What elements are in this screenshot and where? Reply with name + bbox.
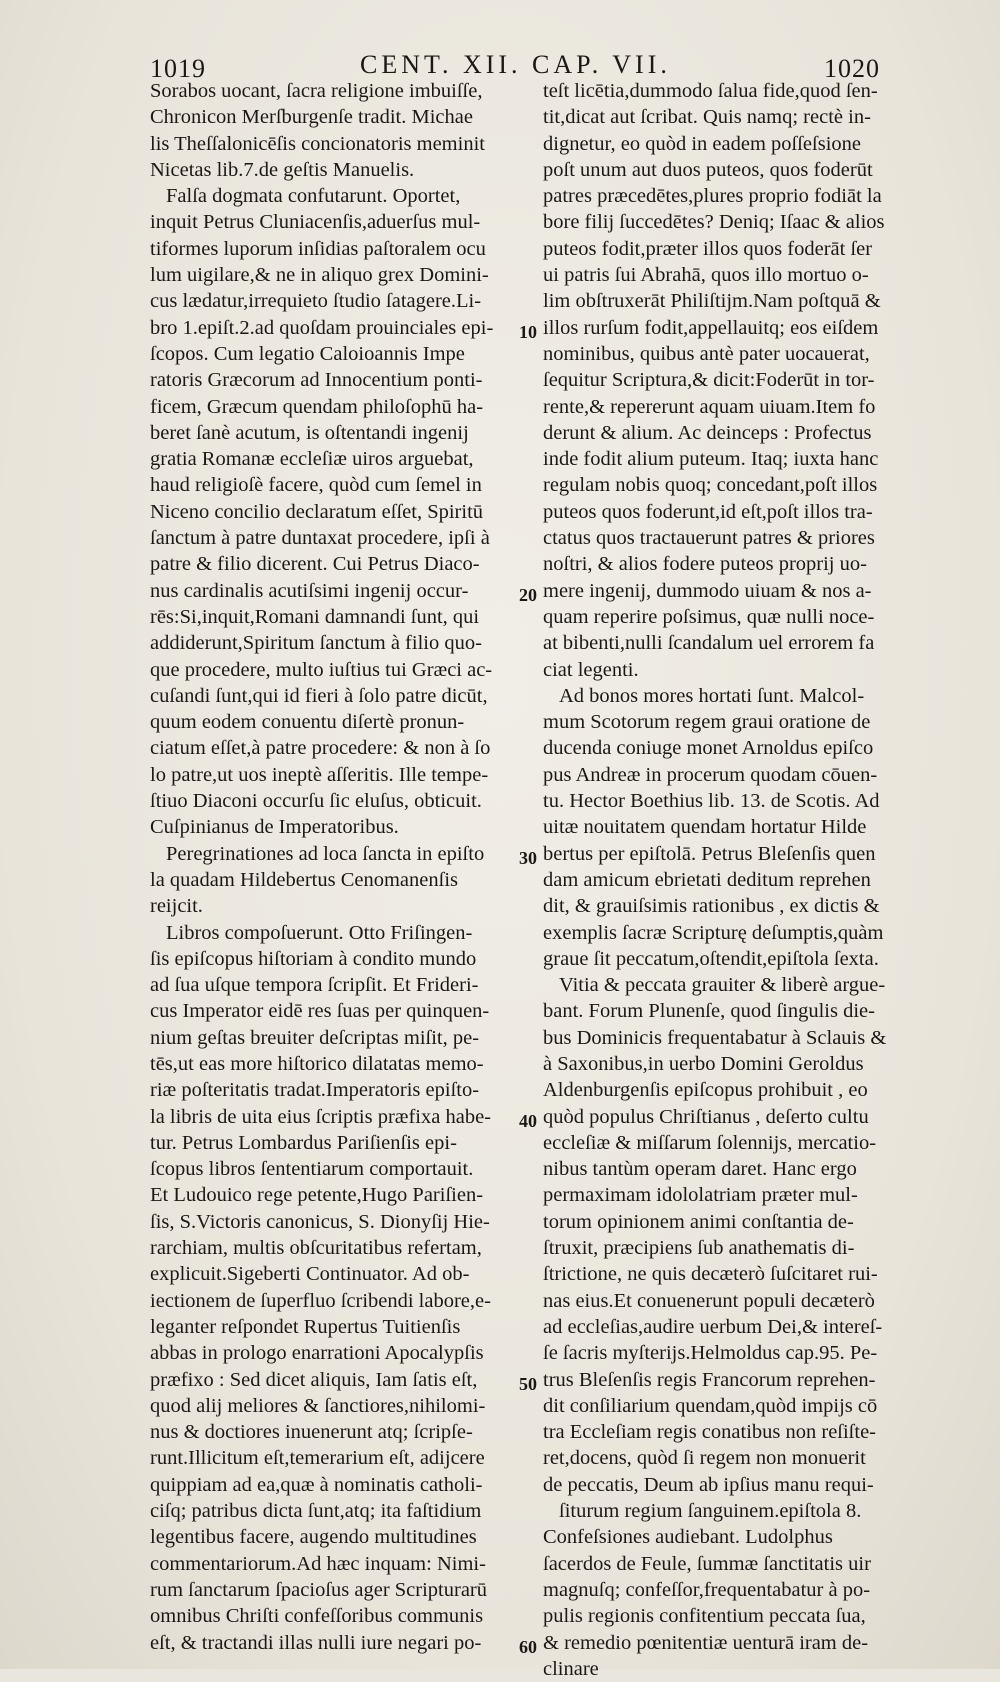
text-line: beret ſanè acutum, is oſtentandi ingenij xyxy=(150,421,469,444)
chapter-title: CENT. XII. CAP. VII. xyxy=(360,50,671,79)
text-line: quam reperire poſsimus, quæ nulli noce- xyxy=(543,605,875,628)
text-line: permaximam idololatriam præter mul- xyxy=(543,1184,858,1207)
text-line: ficem, Græcum quendam philoſophū ha- xyxy=(150,395,484,418)
text-line: Et Ludouico rege petente,Hugo Pariſien- xyxy=(150,1184,484,1207)
text-line: Aldenburgenſis epiſcopus prohibuit , eo xyxy=(543,1079,868,1102)
text-line: derunt & alium. Ac deinceps : Profectus xyxy=(543,421,872,444)
text-line: pus Andreæ in procerum quodam cōuen- xyxy=(543,763,878,786)
text-line: Sorabos uocant, ſacra religione imbuiſſe, xyxy=(150,80,483,102)
text-line: at bibenti,nulli ſcandalum uel errorem fa xyxy=(543,632,875,655)
text-line: puteos quos foderunt,id eſt,poſt illos tra- xyxy=(543,500,873,523)
text-line: lum uigilare,& ne in aliquo grex Domini- xyxy=(150,264,489,287)
text-line: tēs,ut eas more hiſtorico dilatatas memo- xyxy=(150,1052,484,1075)
text-line: bore filij ſuccedētes? Deniq; Iſaac & alios xyxy=(543,211,885,234)
text-line: poſt unum aut duos puteos, quos foderūt xyxy=(543,158,873,181)
text-line: regulam nobis quoq; concedant,poſt illos xyxy=(543,474,878,497)
text-line: Libros compoſuerunt. Otto Friſingen- xyxy=(166,921,473,944)
left-text-column xyxy=(150,78,510,1656)
text-line: omnibus Chriſti confeſſoribus communis xyxy=(150,1605,484,1628)
text-line: ſacerdos de Feule, ſummæ ſanctitatis uir xyxy=(543,1552,871,1575)
text-line: ciat legenti. xyxy=(543,658,639,681)
text-line: tu. Hector Boethius lib. 13. de Scotis. Ad xyxy=(543,790,880,813)
text-line: tra Eccleſiam regis conatibus non reſiſte- xyxy=(543,1421,876,1444)
text-line: Chronicon Merſburgenſe tradit. Michae xyxy=(150,106,473,129)
text-line: exemplis ſacræ Scripturę deſumptis,quàm xyxy=(543,921,884,944)
line-number: 40 xyxy=(519,1110,537,1131)
line-number: 50 xyxy=(519,1373,537,1394)
text-line: ret,docens, quòd ſi regem non monuerit xyxy=(543,1447,866,1470)
text-line: quòd populus Chriſtianus , deſerto cultu xyxy=(543,1105,869,1128)
text-line: ſtiuo Diaconi occurſu ſic eluſus, obticuit. xyxy=(150,790,482,813)
text-line: ciatum eſſet,à patre procedere: & non à ſo xyxy=(150,737,491,760)
text-line: de peccatis, Deum ab ipſius manu requi- xyxy=(543,1473,874,1496)
text-line: ratoris Græcorum ad Innocentium ponti- xyxy=(150,369,483,392)
text-line: pulis regionis confitentium peccata ſua, xyxy=(543,1605,866,1628)
text-line: iectionem de ſuperfluo ſcribendi labore,e- xyxy=(150,1289,491,1312)
text-line: dignetur, eo quòd in eadem poſſeſsione xyxy=(543,132,861,155)
line-number: 30 xyxy=(519,847,537,868)
text-line: & remedio pœnitentiæ uenturā iram de- xyxy=(543,1631,869,1654)
text-line: nium geſtas breuiter deſcriptas miſit, pe- xyxy=(150,1026,480,1049)
text-line: nibus tantùm operam daret. Hanc ergo xyxy=(543,1158,857,1181)
text-line: patres præcedētes,plures proprio fodiāt la xyxy=(543,185,882,208)
text-line: leganter reſpondet Rupertus Tuitienſis xyxy=(150,1315,461,1338)
text-line: nus & doctiores inuenerunt atq; ſcripſe- xyxy=(150,1421,473,1444)
text-line: dit, & grauiſsimis rationibus , ex dictis & xyxy=(543,895,880,918)
text-line: ſiturum regium ſanguinem.epiſtola 8. xyxy=(559,1500,862,1523)
text-line: clinare xyxy=(543,1657,599,1680)
text-line: cuſandi ſunt,qui id fieri à ſolo patre dicūt, xyxy=(150,684,488,707)
text-line: præfixo : Sed dicet aliquis, Iam ſatis eſt, xyxy=(150,1368,478,1391)
text-line: nominibus, quibus antè pater uocauerat, xyxy=(543,342,870,365)
text-line: teſt licētia,dummodo ſalua fide,quod ſen- xyxy=(543,80,878,102)
text-line: runt.Illicitum eſt,temerarium eſt, adijcere xyxy=(150,1447,485,1470)
text-line: riæ poſteritatis tradat.Imperatoris epiſto- xyxy=(150,1079,480,1102)
text-line: bro 1.epiſt.2.ad quoſdam prouinciales epi- xyxy=(150,316,494,339)
text-line: nas eius.Et conuenerunt populi decæterò xyxy=(543,1289,875,1312)
text-line: Niceno concilio declaratum eſſet, Spiritū xyxy=(150,500,484,523)
text-line: cus lædatur,irrequieto ſtudio ſatagere.Li- xyxy=(150,290,482,313)
text-line: ui patris ſui Abrahā, quos illo mortuo o- xyxy=(543,264,869,287)
text-line: illos rurſum fodit,appellauitq; eos eiſdem xyxy=(543,316,879,339)
text-line: abbas in prologo enarrationi Apocalypſis xyxy=(150,1342,484,1365)
text-line: bant. Forum Plunenſe, quod ſingulis die- xyxy=(543,1000,875,1023)
text-line: dam amicum ebrietati deditum reprehen xyxy=(543,868,871,891)
text-line: tiformes luporum inſidias paſtoralem ocu xyxy=(150,237,486,260)
text-line: ſequitur Scriptura,& dicit:Foderūt in tor- xyxy=(543,369,875,392)
text-line: ſtrictione, ne quis decæterò ſuſcitaret rui- xyxy=(543,1263,878,1286)
text-line: eccleſiæ & miſſarum ſolennijs, mercatio- xyxy=(543,1131,877,1154)
text-line: trus Bleſenſis regis Francorum reprehen- xyxy=(543,1368,876,1391)
page-number-left: 1019 xyxy=(150,54,206,83)
text-line: eſt, & tractandi illas nulli iure negari po- xyxy=(150,1631,482,1654)
text-line: Vitia & peccata grauiter & liberè argue- xyxy=(559,974,886,997)
text-line: magnuſq; confeſſor,frequentabatur à po- xyxy=(543,1578,871,1601)
text-line: lim obſtruxerāt Philiſtijm.Nam poſtquā & xyxy=(543,290,881,313)
text-line: rum ſanctarum ſpacioſus ager Scripturarū xyxy=(150,1578,487,1601)
text-line: lis Theſſalonicēſis concionatoris meminit xyxy=(150,132,485,155)
text-line: commentariorum.Ad hæc inquam: Nimi- xyxy=(150,1552,486,1575)
text-line: ſcopus libros ſententiarum comportauit. xyxy=(150,1158,474,1181)
text-line: ſis, S.Victoris canonicus, S. Dionyſij Hie- xyxy=(150,1210,490,1233)
text-line: cus Imperator eidē res ſuas per quinquen- xyxy=(150,1000,490,1023)
line-number: 60 xyxy=(519,1636,537,1657)
text-line: ad ſua uſque tempora ſcripſit. Et Frideri- xyxy=(150,974,479,997)
line-number: 10 xyxy=(519,321,537,342)
text-line: bertus per epiſtolā. Petrus Bleſenſis quen xyxy=(543,842,876,865)
text-line: la quadam Hildebertus Cenomanenſis xyxy=(150,868,458,891)
text-line: uitæ nouitatem quendam hortatur Hilde xyxy=(543,816,867,839)
text-line: noſtri, & alios fodere puteos proprij uo- xyxy=(543,553,867,576)
text-line: inde fodit alium puteum. Itaq; iuxta hanc xyxy=(543,448,879,471)
text-line: quippiam ad ea,quæ à nominatis catholi- xyxy=(150,1473,483,1496)
text-line: puteos fodit,præter illos quos foderāt ſer xyxy=(543,237,873,260)
text-line: ſe ſacris myſterijs.Helmoldus cap.95. Pe- xyxy=(543,1342,878,1365)
text-line: gratia Romanæ eccleſiæ uiros arguebat, xyxy=(150,448,474,471)
text-line: Falſa dogmata confutarunt. Oportet, xyxy=(166,185,461,208)
text-line: Cuſpinianus de Imperatoribus. xyxy=(150,816,399,839)
text-line: ſanctum à patre duntaxat procedere, ipſi à xyxy=(150,527,490,550)
text-line: quum eodem conuentu diſertè pronun- xyxy=(150,711,465,734)
text-line: graue ſit peccatum,oſtendit,epiſtola ſexta. xyxy=(543,947,879,970)
text-line: dit conſiliarium quendam,quòd impijs cō xyxy=(543,1394,878,1417)
text-line: rente,& repererunt aquam uiuam.Item fo xyxy=(543,395,876,418)
text-line: ſis epiſcopus hiſtoriam à condito mundo xyxy=(150,947,477,970)
text-line: lo patre,ut uos ineptè aſſeritis. Ille tempe- xyxy=(150,763,489,786)
text-line: rarchiam, multis obſcuritatibus refertam, xyxy=(150,1237,482,1260)
text-line: ctatus quos tractauerunt patres & priores xyxy=(543,527,875,550)
text-line: explicuit.Sigeberti Continuator. Ad ob- xyxy=(150,1263,470,1286)
text-line: Confeſsiones audiebant. Ludolphus xyxy=(543,1526,833,1549)
text-line: ad eccleſias,audire uerbum Dei,& intereſ- xyxy=(543,1315,883,1338)
text-line: rēs:Si,inquit,Romani damnandi ſunt, qui xyxy=(150,605,480,628)
text-line: inquit Petrus Cluniacenſis,aduerſus mul- xyxy=(150,211,481,234)
text-line: mum Scotorum regem graui oratione de xyxy=(543,711,871,734)
text-line: tit,dicat aut ſcribat. Quis namq; rectè in- xyxy=(543,106,871,129)
text-line: nus cardinalis acutiſsimi ingenij occur- xyxy=(150,579,469,602)
text-line: bus Dominicis frequentabatur à Sclauis & xyxy=(543,1026,887,1049)
text-line: ſcopos. Cum legatio Caloioannis Impe xyxy=(150,342,465,365)
text-line: haud religioſè facere, quòd cum ſemel in xyxy=(150,474,482,497)
text-line: quod alij meliores & ſanctiores,nihilomi- xyxy=(150,1394,486,1417)
text-line: patre & filio dicerent. Cui Petrus Diaco- xyxy=(150,553,480,576)
text-line: addiderunt,Spiritum ſanctum à filio quo- xyxy=(150,632,482,655)
text-line: la libris de uita eius ſcriptis præfixa habe- xyxy=(150,1105,492,1128)
text-line: reijcit. xyxy=(150,895,203,918)
text-line: Ad bonos mores hortati ſunt. Malcol- xyxy=(559,684,865,707)
text-line: ducenda coniuge monet Arnoldus epiſco xyxy=(543,737,874,760)
text-line: Nicetas lib.7.de geſtis Manuelis. xyxy=(150,158,415,181)
line-number: 20 xyxy=(519,584,537,605)
text-line: torum opinionem animi conſtantia de- xyxy=(543,1210,854,1233)
text-line: tur. Petrus Lombardus Pariſienſis epi- xyxy=(150,1131,457,1154)
text-line: ciſq; patribus dicta ſunt,atq; ita faſtidium xyxy=(150,1500,482,1523)
text-line: à Saxonibus,in uerbo Domini Geroldus xyxy=(543,1052,864,1075)
text-line: ſtruxit, præcipiens ſub anathematis di- xyxy=(543,1237,855,1260)
page-number-right: 1020 xyxy=(824,54,880,83)
text-line: legentibus facere, augendo multitudines xyxy=(150,1526,477,1549)
text-line: mere ingenij, dummodo uiuam & nos a- xyxy=(543,579,872,602)
right-text-column xyxy=(543,78,910,1682)
text-line: Peregrinationes ad loca ſancta in epiſto xyxy=(166,842,485,865)
text-line: que procedere, multo iuſtius tui Græci ac- xyxy=(150,658,493,681)
